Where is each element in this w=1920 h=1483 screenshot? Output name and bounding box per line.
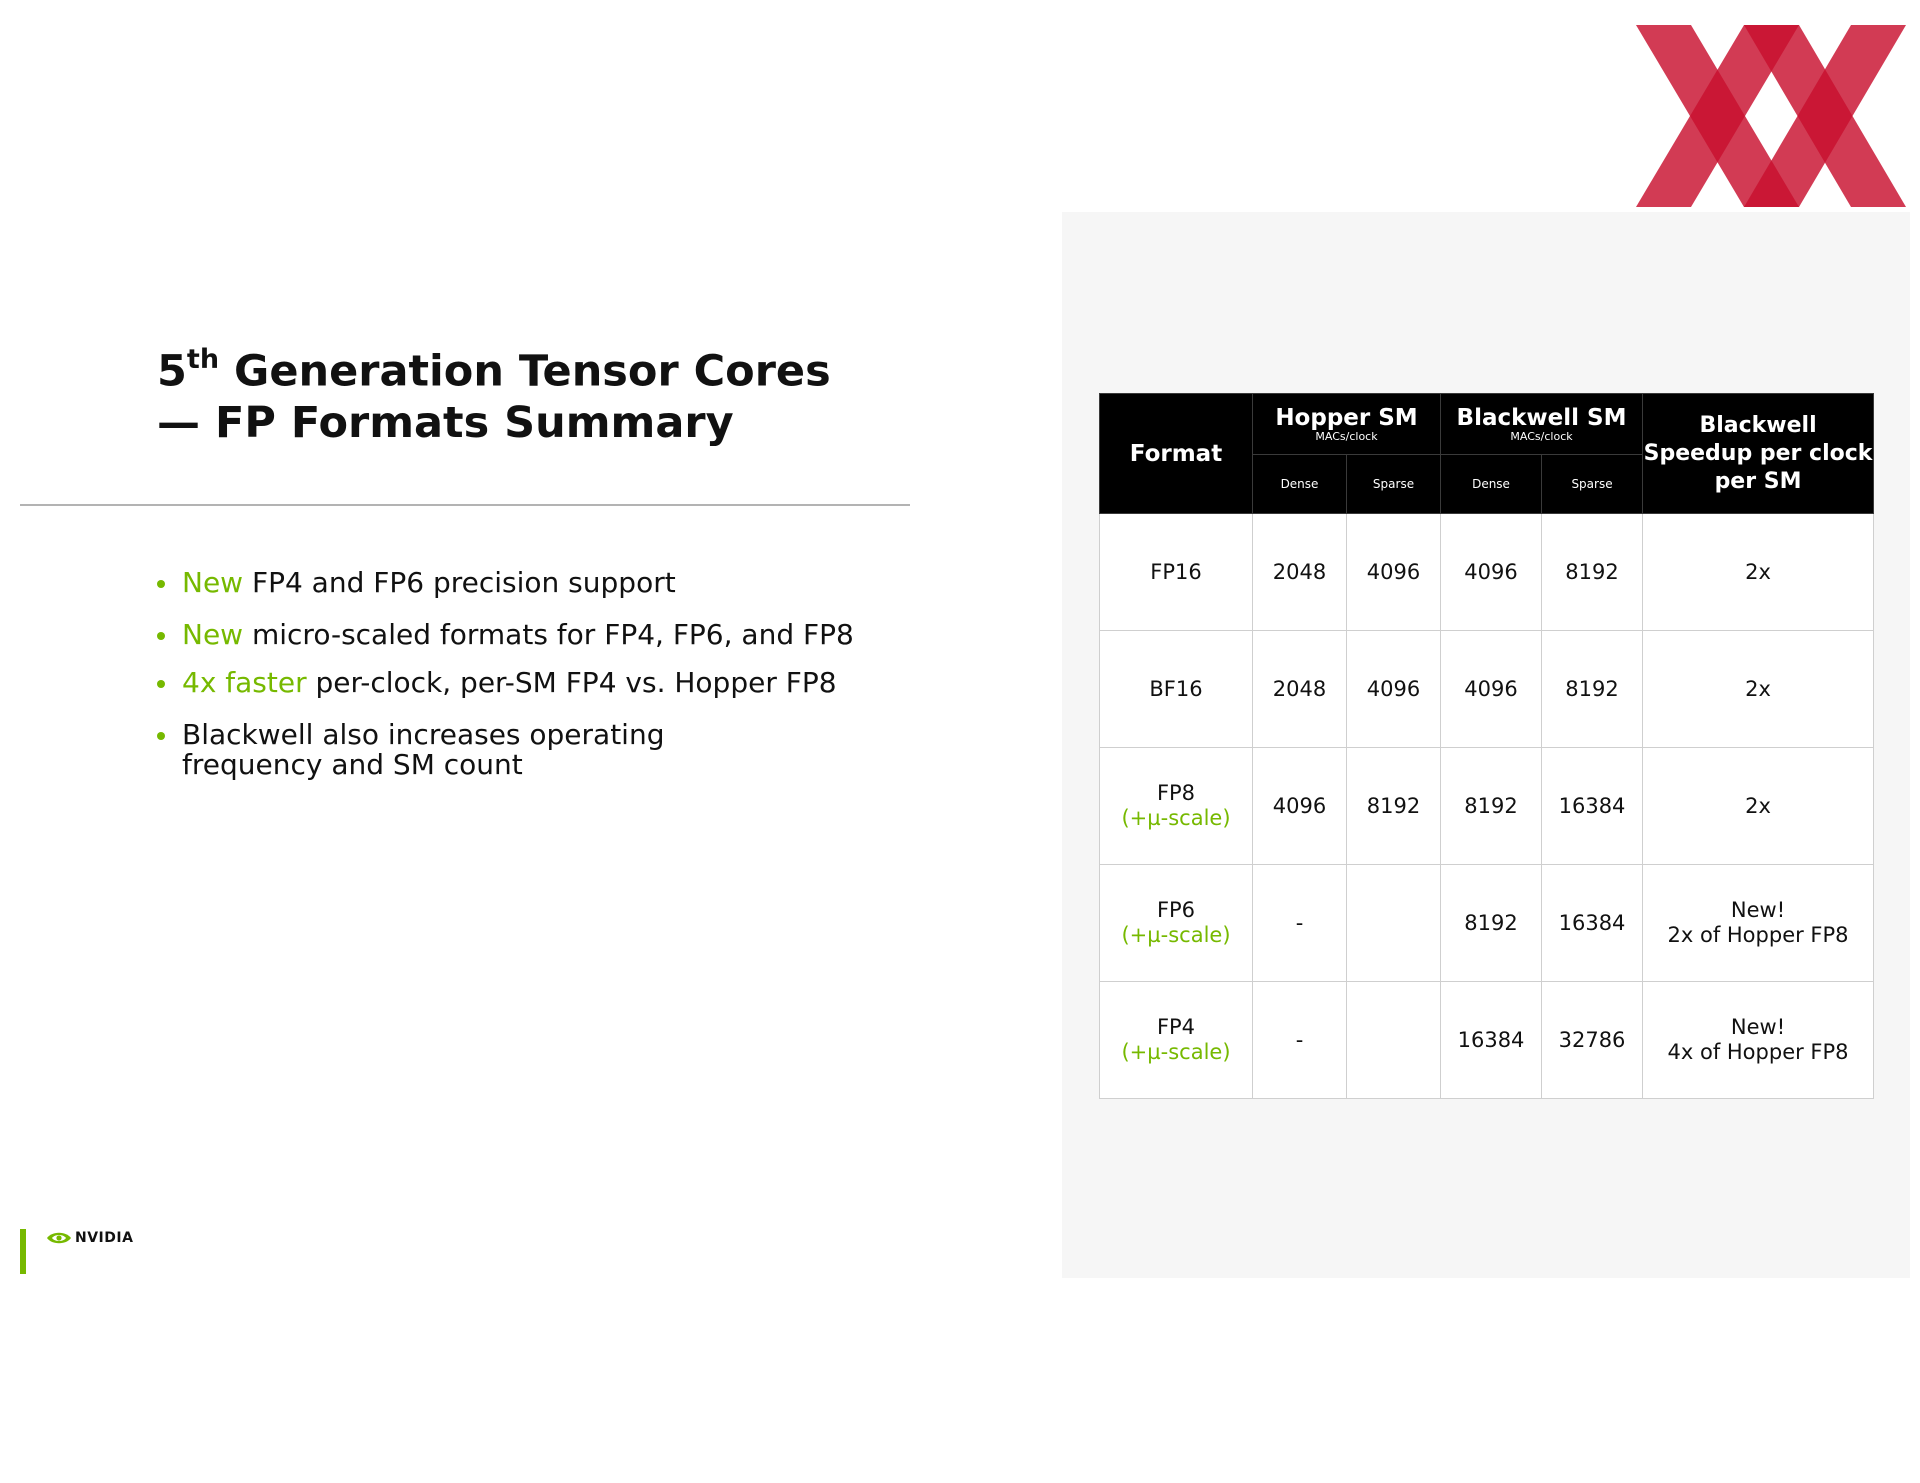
hopper-sparse-cell xyxy=(1347,865,1441,982)
header-blackwell-dense: Dense xyxy=(1441,455,1542,514)
blackwell-dense-cell: 8192 xyxy=(1441,865,1542,982)
table-row xyxy=(1100,865,1874,982)
brand-logo xyxy=(46,1230,133,1246)
hopper-dense-cell: 4096 xyxy=(1253,748,1347,865)
header-blackwell-label: Blackwell SM xyxy=(1456,404,1627,431)
blackwell-sparse-cell: 8192 xyxy=(1542,631,1643,748)
bullet-dot-icon xyxy=(157,680,165,688)
hopper-dense-cell: - xyxy=(1253,865,1347,982)
blackwell-dense-cell: 16384 xyxy=(1441,982,1542,1099)
speedup-cell xyxy=(1643,982,1874,1099)
format-note: (+µ-scale) xyxy=(1121,1040,1231,1064)
format-note: (+µ-scale) xyxy=(1121,923,1231,947)
title-divider xyxy=(20,504,910,506)
blackwell-sparse-cell: 8192 xyxy=(1542,514,1643,631)
speedup-line1: 2x xyxy=(1745,559,1771,584)
table-row xyxy=(1100,748,1874,865)
brand-accent-bar xyxy=(20,1229,26,1274)
header-format: Format xyxy=(1100,394,1253,514)
format-cell xyxy=(1100,631,1253,748)
double-x-watermark-icon xyxy=(1636,25,1906,207)
fp-formats-table xyxy=(1099,393,1874,1099)
slide-title xyxy=(157,336,917,449)
bullet-dot-icon xyxy=(157,580,165,588)
title-superscript: th xyxy=(186,344,220,375)
header-hopper-sub: MACs/clock xyxy=(1315,429,1378,443)
bullet-list xyxy=(157,568,877,780)
brand-wordmark: NVIDIA xyxy=(75,1230,134,1246)
hopper-dense-cell: 2048 xyxy=(1253,514,1347,631)
format-name: BF16 xyxy=(1149,676,1203,701)
speedup-cell xyxy=(1643,514,1874,631)
table-row xyxy=(1100,631,1874,748)
bullet-item xyxy=(157,568,877,598)
bullet-item xyxy=(157,668,877,698)
format-name: FP8 xyxy=(1156,781,1196,805)
bullet-highlight: New xyxy=(182,618,244,651)
header-hopper-sparse: Sparse xyxy=(1347,455,1441,514)
header-speedup: Blackwell Speedup per clock per SM xyxy=(1643,394,1874,514)
speedup-cell xyxy=(1643,631,1874,748)
bullet-item xyxy=(157,620,877,650)
speedup-cell xyxy=(1643,865,1874,982)
format-name: FP6 xyxy=(1156,898,1196,922)
format-name: FP4 xyxy=(1156,1015,1196,1039)
format-cell xyxy=(1100,514,1253,631)
bullet-text: micro-scaled formats for FP4, FP6, and FP8 xyxy=(243,618,854,651)
blackwell-sparse-cell: 16384 xyxy=(1542,748,1643,865)
speedup-line1: 2x xyxy=(1745,793,1771,818)
title-number: 5 xyxy=(157,346,187,397)
header-blackwell xyxy=(1441,394,1643,455)
bullet-text: Blackwell also increases operating frequency and SM count xyxy=(182,718,665,781)
blackwell-sparse-cell: 32786 xyxy=(1542,982,1643,1099)
hopper-sparse-cell: 4096 xyxy=(1347,514,1441,631)
bullet-highlight: 4x faster xyxy=(182,666,307,699)
blackwell-sparse-cell: 16384 xyxy=(1542,865,1643,982)
speedup-line2: 2x of Hopper FP8 xyxy=(1667,923,1849,947)
format-cell xyxy=(1100,748,1253,865)
format-cell xyxy=(1100,865,1253,982)
header-hopper-label: Hopper SM xyxy=(1275,404,1418,431)
header-hopper xyxy=(1253,394,1441,455)
header-blackwell-sub: MACs/clock xyxy=(1510,429,1573,443)
hopper-dense-cell: - xyxy=(1253,982,1347,1099)
title-line1: Generation Tensor Cores xyxy=(219,346,831,397)
hopper-sparse-cell: 4096 xyxy=(1347,631,1441,748)
header-hopper-dense: Dense xyxy=(1253,455,1347,514)
bullet-highlight: New xyxy=(182,566,244,599)
speedup-line2: 4x of Hopper FP8 xyxy=(1667,1040,1849,1064)
bullet-dot-icon xyxy=(157,632,165,640)
hopper-dense-cell: 2048 xyxy=(1253,631,1347,748)
blackwell-dense-cell: 8192 xyxy=(1441,748,1542,865)
speedup-line1: New! xyxy=(1730,898,1786,922)
speedup-cell xyxy=(1643,748,1874,865)
title-line2: — FP Formats Summary xyxy=(157,398,734,449)
bullet-text: per-clock, per-SM FP4 vs. Hopper FP8 xyxy=(306,666,837,699)
bullet-dot-icon xyxy=(157,732,165,740)
hopper-sparse-cell xyxy=(1347,982,1441,1099)
table-row xyxy=(1100,514,1874,631)
format-cell xyxy=(1100,982,1253,1099)
format-name: FP16 xyxy=(1150,559,1202,584)
bullet-text: FP4 and FP6 precision support xyxy=(243,566,676,599)
hopper-sparse-cell: 8192 xyxy=(1347,748,1441,865)
header-blackwell-sparse: Sparse xyxy=(1542,455,1643,514)
bullet-item xyxy=(157,720,702,780)
blackwell-dense-cell: 4096 xyxy=(1441,514,1542,631)
format-note: (+µ-scale) xyxy=(1121,806,1231,830)
blackwell-dense-cell: 4096 xyxy=(1441,631,1542,748)
speedup-line1: New! xyxy=(1730,1015,1786,1039)
nvidia-eye-icon xyxy=(46,1230,72,1246)
speedup-line1: 2x xyxy=(1745,676,1771,701)
table-row xyxy=(1100,982,1874,1099)
